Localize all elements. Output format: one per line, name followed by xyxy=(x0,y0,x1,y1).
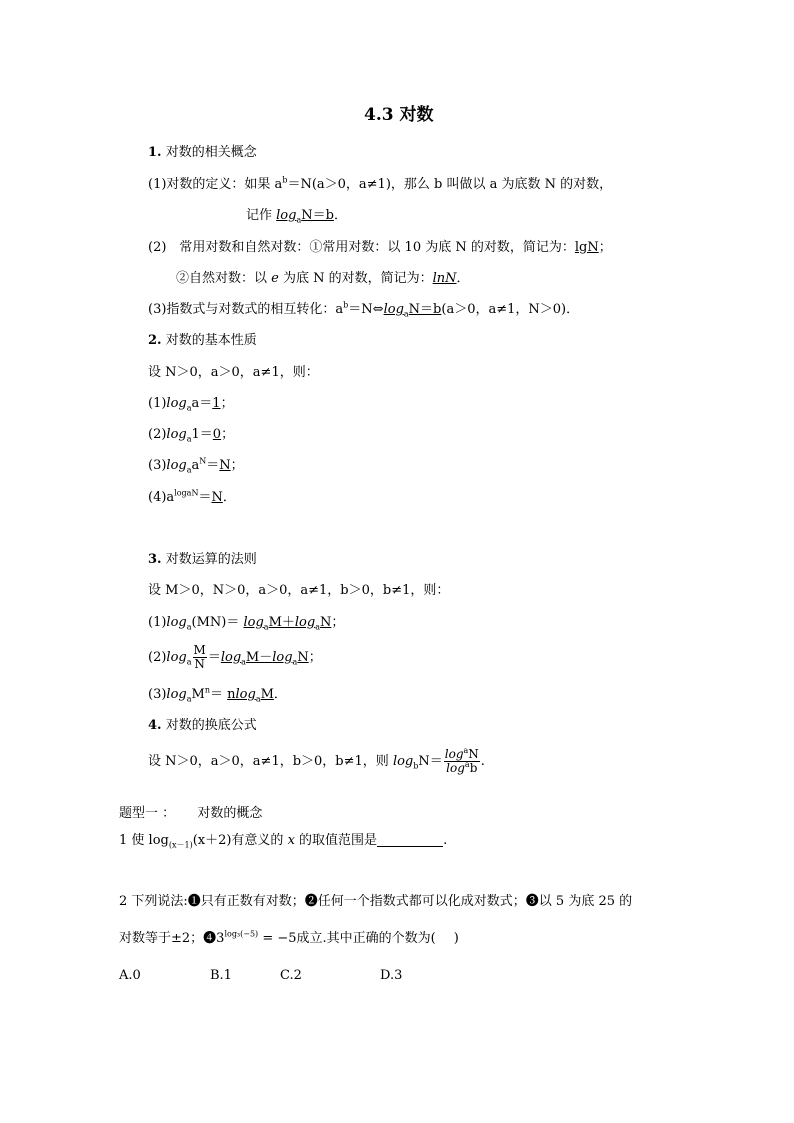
conversion-exponent: b xyxy=(343,300,349,310)
rule-3-base: a xyxy=(186,694,192,704)
notation-label: 记作 xyxy=(246,208,277,223)
rule-1-answer xyxy=(243,615,331,630)
rule-1-answer-log-2: log xyxy=(294,615,316,630)
denominator-log: log xyxy=(446,761,465,775)
rule-2-denominator: N xyxy=(194,657,205,671)
rule-2-equals: ＝ xyxy=(207,650,221,665)
property-3-log: log xyxy=(166,458,187,473)
section-2-number: 2. xyxy=(148,333,162,348)
definition-line xyxy=(148,176,612,194)
option-b[interactable]: B.1 xyxy=(210,968,232,983)
conversion-arrow: ＝N⇔ xyxy=(348,302,384,317)
section-4-number: 4. xyxy=(148,718,162,733)
question-2-exponent: log₃(−5) xyxy=(224,929,259,939)
property-3-equals: ＝ xyxy=(206,458,220,473)
numerator-tail: N xyxy=(468,747,479,761)
natural-log-e: e xyxy=(271,271,279,286)
question-1-prompt: 的取值范围是 xyxy=(294,833,378,848)
rule-2-answer-base-2: a xyxy=(292,657,298,667)
change-of-base-sub: b xyxy=(413,761,419,771)
rule-3-answer-coef: n xyxy=(227,687,236,702)
property-3-answer: N xyxy=(219,458,231,473)
question-1-argument: (x＋2)有意义的 xyxy=(192,833,288,848)
question-2-line-2 xyxy=(119,930,459,948)
rule-3-log: log xyxy=(166,687,187,702)
notation-rest: N＝b xyxy=(301,208,334,223)
notation-log: log xyxy=(276,208,297,223)
rule-2-answer-base-1: a xyxy=(241,657,246,667)
change-of-base-numerator xyxy=(444,748,480,762)
property-1-base: a xyxy=(186,403,192,413)
rule-3-end: ． xyxy=(273,687,287,702)
common-log-end: ； xyxy=(598,240,612,255)
rule-2-answer-log-2: log xyxy=(272,650,293,665)
rule-3-answer-log: log xyxy=(235,687,256,702)
rule-3-index: (3) xyxy=(148,687,167,702)
rule-2-fraction xyxy=(193,644,207,671)
rule-1-base: a xyxy=(186,622,192,632)
definition-exponent: b xyxy=(282,175,288,185)
question-type-name: 对数的概念 xyxy=(197,806,263,821)
change-of-base-equals: N＝ xyxy=(418,754,443,769)
question-1-base: (x－1) xyxy=(168,840,193,850)
conversion-text: (3)指数式与对数式的相互转化：a xyxy=(148,302,344,317)
property-1-log: log xyxy=(166,396,187,411)
question-type-label: 题型一 ： xyxy=(119,806,176,821)
change-of-base-formula xyxy=(148,747,485,777)
change-of-base-log: log xyxy=(392,754,414,769)
rule-2-end: ； xyxy=(308,650,322,665)
rule-1-answer-base-2: a xyxy=(315,622,320,632)
section-4-title: 对数的换底公式 xyxy=(165,718,257,733)
change-of-base-denominator xyxy=(444,762,480,775)
rule-3-expr: M xyxy=(191,687,205,702)
rule-3-answer-tail: M xyxy=(260,687,274,702)
rule-2-answer xyxy=(221,650,309,665)
section-3-title: 对数运算的法则 xyxy=(165,552,257,567)
natural-log-answer: lnN xyxy=(432,271,457,286)
question-2-close: ) xyxy=(453,931,459,946)
property-4-answer: N xyxy=(211,490,223,505)
conversion-condition: (a＞0，a≠1，N＞0)． xyxy=(441,302,580,317)
common-log-text: (2) 常用对数和自然对数：①常用对数：以 10 为底 N 的对数，简记为： xyxy=(148,240,575,255)
rule-3-exponent: n xyxy=(204,685,210,695)
conversion-rest: N＝b xyxy=(408,302,442,317)
property-2-log: log xyxy=(166,427,187,442)
rule-2-answer-log-1: log xyxy=(220,650,242,665)
section-4-heading xyxy=(148,717,257,735)
question-type-heading xyxy=(119,805,262,823)
conversion-base: a xyxy=(403,309,409,319)
rule-2-base: a xyxy=(186,657,192,667)
section-1-heading xyxy=(148,144,257,162)
property-1-expr: a＝ xyxy=(191,396,213,411)
natural-log-text-2: 为底 N 的对数，简记为： xyxy=(278,271,433,286)
definition-text-rest: ＝N(a＞0，a≠1)，那么 b 叫做以 a 为底数 N 的对数， xyxy=(287,177,613,192)
numerator-base: a xyxy=(463,746,469,755)
section-3-heading xyxy=(148,551,257,569)
property-2-end: ； xyxy=(221,427,235,442)
property-4-end: ． xyxy=(222,490,236,505)
property-4-equals: ＝ xyxy=(198,490,212,505)
question-2-text: 对数等于±2；❹3 xyxy=(119,931,225,946)
rule-1-answer-base-1: a xyxy=(263,622,269,632)
rule-1-expr: (MN)＝ xyxy=(191,615,244,630)
denominator-tail: b xyxy=(469,761,478,775)
section-2-condition: 设 N＞0，a＞0，a≠1，则： xyxy=(148,365,319,380)
question-1-variable: x xyxy=(287,833,295,848)
rule-1-index: (1) xyxy=(148,615,167,630)
property-3 xyxy=(148,457,244,475)
question-1-text: 1 使 log xyxy=(119,833,169,848)
section-3-number: 3. xyxy=(148,552,162,567)
change-of-base-end: . xyxy=(480,754,485,769)
option-d[interactable]: D.3 xyxy=(380,968,403,983)
rule-1-log: log xyxy=(166,615,187,630)
notation-base: a xyxy=(296,215,302,225)
page-title: 4.3 对数 xyxy=(364,105,434,125)
rule-3-equals: ＝ xyxy=(209,687,228,702)
rule-3 xyxy=(148,686,287,704)
section-1-number: 1. xyxy=(148,145,162,160)
property-2 xyxy=(148,426,234,444)
denominator-base: a xyxy=(464,760,470,769)
conversion-line xyxy=(148,301,579,319)
change-of-base-condition: 设 N＞0，a＞0，a≠1，b＞0，b≠1，则 xyxy=(148,754,393,769)
answer-blank[interactable] xyxy=(377,832,443,847)
rule-1-answer-log-1: log xyxy=(243,615,264,630)
property-1-index: (1) xyxy=(148,396,167,411)
natural-log-end: ． xyxy=(456,271,470,286)
definition-text: (1)对数的定义：如果 a xyxy=(148,177,283,192)
property-2-expr: 1＝ xyxy=(191,427,213,442)
rule-1-answer-tail: N xyxy=(319,615,332,630)
natural-log-line xyxy=(176,270,470,288)
notation-line xyxy=(246,207,347,225)
option-c[interactable]: C.2 xyxy=(280,968,302,983)
numerator-log: log xyxy=(444,747,464,761)
notation-period: ． xyxy=(333,208,347,223)
property-1-end: ； xyxy=(220,396,234,411)
property-4-exponent: logaN xyxy=(174,488,199,498)
rule-2-log: log xyxy=(166,650,187,665)
section-2-title: 对数的基本性质 xyxy=(165,333,257,348)
section-2-heading xyxy=(148,332,257,350)
property-3-end: ； xyxy=(230,458,244,473)
question-1 xyxy=(119,832,447,850)
property-3-index: (3) xyxy=(148,458,167,473)
rule-2-answer-tail: N xyxy=(297,650,309,665)
change-of-base-fraction xyxy=(444,748,480,775)
property-2-answer: 0 xyxy=(212,427,222,442)
rule-1-answer-mid: M＋ xyxy=(268,615,295,630)
rule-3-answer xyxy=(227,687,274,702)
section-3-condition: 设 M＞0，N＞0，a＞0，a≠1，b＞0，b≠1，则： xyxy=(148,583,450,598)
conversion-log: log xyxy=(383,302,404,317)
property-2-index: (2) xyxy=(148,427,167,442)
property-4-expr: (4)a xyxy=(148,490,175,505)
question-2-line-1: 2 下列说法:❶只有正数有对数；❷任何一个指数式都可以化成对数式；❸以 5 为底 25 的 xyxy=(119,894,633,909)
property-3-base: a xyxy=(186,465,192,475)
property-3-expr: a xyxy=(191,458,200,473)
natural-log-text: ②自然对数：以 xyxy=(176,271,272,286)
option-a[interactable]: A.0 xyxy=(119,968,141,983)
rule-2-numerator: M xyxy=(193,643,206,657)
rule-1 xyxy=(148,614,344,632)
property-4 xyxy=(148,489,236,507)
property-2-base: a xyxy=(186,434,192,444)
rule-2 xyxy=(148,644,322,672)
rule-2-index: (2) xyxy=(148,650,167,665)
conversion-formula xyxy=(384,302,442,317)
common-log-line xyxy=(148,239,612,257)
question-1-end: . xyxy=(443,833,448,848)
rule-1-end: ； xyxy=(331,615,345,630)
property-3-exponent: N xyxy=(199,456,207,466)
section-1-title: 对数的相关概念 xyxy=(165,145,257,160)
rule-2-answer-mid: M－ xyxy=(245,650,273,665)
notation-formula xyxy=(276,208,334,223)
property-1 xyxy=(148,395,234,413)
common-log-answer: lgN xyxy=(574,240,599,255)
question-2-prompt: = −5成立.其中正确的个数为( xyxy=(258,931,436,946)
property-1-answer: 1 xyxy=(212,396,221,411)
rule-3-answer-base: a xyxy=(255,694,261,704)
